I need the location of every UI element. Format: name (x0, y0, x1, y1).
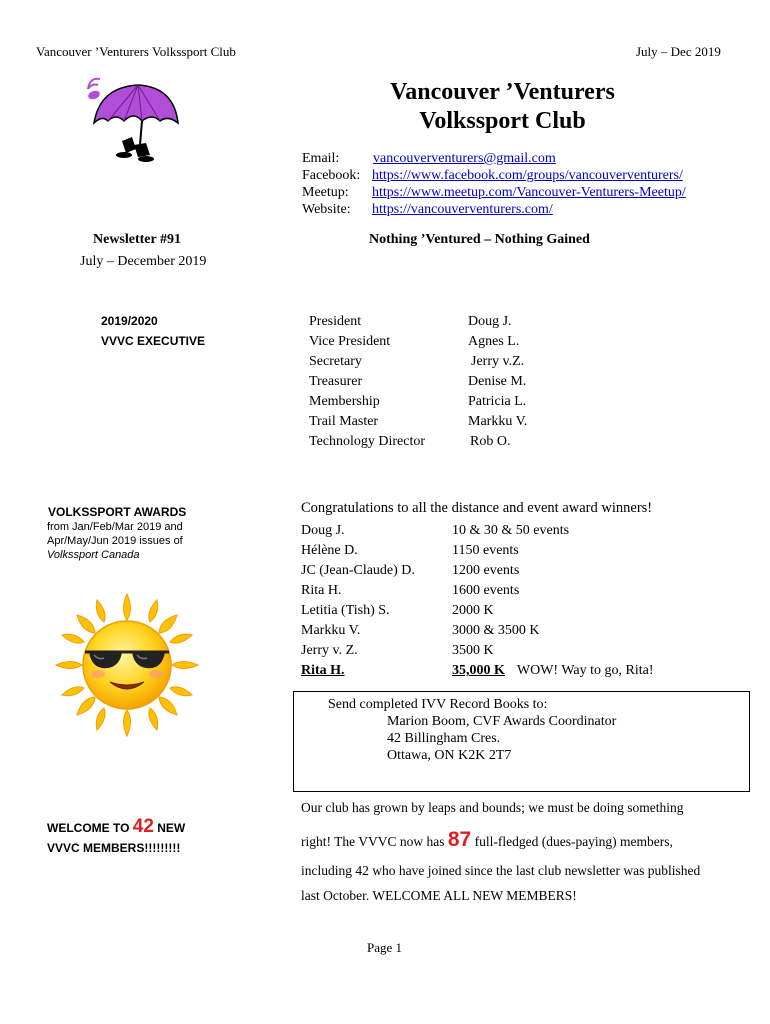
award-winner: Rita H. (301, 583, 342, 598)
executive-heading: VVVC EXECUTIVE (101, 334, 206, 348)
executive-row (309, 352, 527, 372)
contact-list (302, 150, 686, 218)
record-box-street: 42 Billingham Cres. (387, 731, 501, 746)
club-motto: Nothing ’Ventured – Nothing Gained (369, 232, 590, 247)
award-congrats-note: WOW! Way to go, Rita! (516, 663, 654, 678)
growth-line-4: last October. WELCOME ALL NEW MEMBERS! (301, 888, 577, 903)
record-box-instruction: Send completed IVV Record Books to: (328, 697, 548, 712)
title-line-2: Volkssport Club (419, 108, 586, 134)
award-row (301, 561, 654, 581)
growth-line-1: Our club has grown by leaps and bounds; we must be doing something (301, 800, 684, 815)
executive-row (309, 432, 527, 452)
executive-row (309, 312, 527, 332)
growth-line-3: including 42 who have joined since the last club newsletter was published (301, 863, 701, 878)
executive-member: Jerry v.Z. (471, 354, 525, 369)
executive-role: Technology Director (309, 434, 426, 449)
growth-line-2 (301, 828, 741, 856)
email-link[interactable]: vancouverventurers@gmail.com (373, 151, 556, 166)
award-row (301, 581, 654, 601)
executive-member: Patricia L. (468, 394, 527, 409)
growth-line-2-pre: right! The VVVC now has (301, 834, 448, 849)
award-row (301, 621, 654, 641)
contact-meetup (302, 184, 686, 201)
award-winner: JC (Jean-Claude) D. (301, 563, 415, 578)
award-value-highlight: 35,000 K (452, 663, 505, 678)
award-winner: Hélène D. (301, 543, 358, 558)
executive-member: Agnes L. (468, 334, 520, 349)
welcome-line-2: VVVC MEMBERS!!!!!!!!! (47, 841, 181, 855)
record-box-city: Ottawa, ON K2K 2T7 (387, 748, 512, 763)
header-date-range: July – Dec 2019 (636, 44, 721, 59)
awards-source-line: from Jan/Feb/Mar 2019 and (47, 521, 183, 533)
welcome-count: 42 (132, 816, 154, 837)
page-title (0, 78, 770, 136)
growth-line-2-post: full-fledged (dues-paying) members, (471, 834, 673, 849)
award-value: 1150 events (452, 543, 519, 558)
award-winner: Doug J. (301, 523, 345, 538)
newsletter-number: Newsletter #91 (93, 232, 181, 247)
member-count: 87 (447, 828, 472, 851)
record-book-box (293, 691, 750, 792)
executive-row (309, 372, 527, 392)
award-row (301, 641, 654, 661)
growth-paragraph (301, 800, 741, 912)
award-winner: Letitia (Tish) S. (301, 603, 390, 618)
title-line-1: Vancouver ’Venturers (390, 79, 615, 105)
award-value: 1600 events (452, 583, 520, 598)
award-value: 3000 & 3500 K (452, 623, 540, 638)
award-row-highlight (301, 661, 654, 681)
award-value: 3500 K (452, 643, 494, 658)
award-value: 1200 events (452, 563, 520, 578)
contact-facebook (302, 167, 686, 184)
awards-source (47, 520, 183, 562)
awards-heading: VOLKSSPORT AWARDS (48, 505, 187, 519)
awards-intro: Congratulations to all the distance and event award winners! (301, 500, 653, 516)
executive-row (309, 392, 527, 412)
award-row (301, 601, 654, 621)
award-row (301, 541, 654, 561)
executive-table (309, 312, 527, 452)
contact-website (302, 201, 686, 218)
contact-label: Facebook: (302, 168, 361, 183)
executive-role: Trail Master (309, 414, 379, 429)
award-winner-highlight: Rita H. (301, 663, 345, 678)
executive-row (309, 332, 527, 352)
sun-with-sunglasses-icon (52, 590, 202, 740)
executive-role: Secretary (309, 354, 362, 369)
record-box-recipient: Marion Boom, CVF Awards Coordinator (387, 714, 617, 729)
contact-label: Website: (302, 202, 351, 217)
executive-member: Denise M. (468, 374, 527, 389)
executive-role: President (309, 314, 362, 329)
executive-year: 2019/2020 (101, 314, 158, 328)
executive-role: Membership (309, 394, 380, 409)
awards-source-line: Apr/May/Jun 2019 issues of (47, 535, 183, 547)
award-winner: Markku V. (301, 623, 361, 638)
awards-source-publication: Volkssport Canada (47, 549, 140, 561)
contact-email (302, 150, 686, 167)
executive-row (309, 412, 527, 432)
facebook-link[interactable]: https://www.facebook.com/groups/vancouverventurers/ (372, 168, 683, 183)
website-link[interactable]: https://vancouverventurers.com/ (372, 202, 553, 217)
page-number: Page 1 (367, 940, 403, 955)
header-club-name: Vancouver ’Venturers Volkssport Club (36, 44, 236, 59)
executive-role: Vice President (309, 334, 391, 349)
executive-role: Treasurer (309, 374, 363, 389)
welcome-heading (47, 817, 185, 858)
executive-member: Doug J. (468, 314, 512, 329)
contact-label: Meetup: (302, 185, 349, 200)
award-value: 2000 K (452, 603, 494, 618)
welcome-pre: WELCOME TO (47, 821, 133, 835)
award-winner: Jerry v. Z. (301, 643, 358, 658)
awards-table (301, 521, 654, 681)
welcome-post: NEW (153, 821, 186, 835)
executive-member: Markku V. (468, 414, 528, 429)
award-row (301, 521, 654, 541)
executive-member: Rob O. (470, 434, 511, 449)
newsletter-period: July – December 2019 (80, 254, 207, 269)
meetup-link[interactable]: https://www.meetup.com/Vancouver-Venturers-Meetup/ (372, 185, 686, 200)
contact-label: Email: (302, 151, 340, 166)
award-value: 10 & 30 & 50 events (452, 523, 570, 538)
